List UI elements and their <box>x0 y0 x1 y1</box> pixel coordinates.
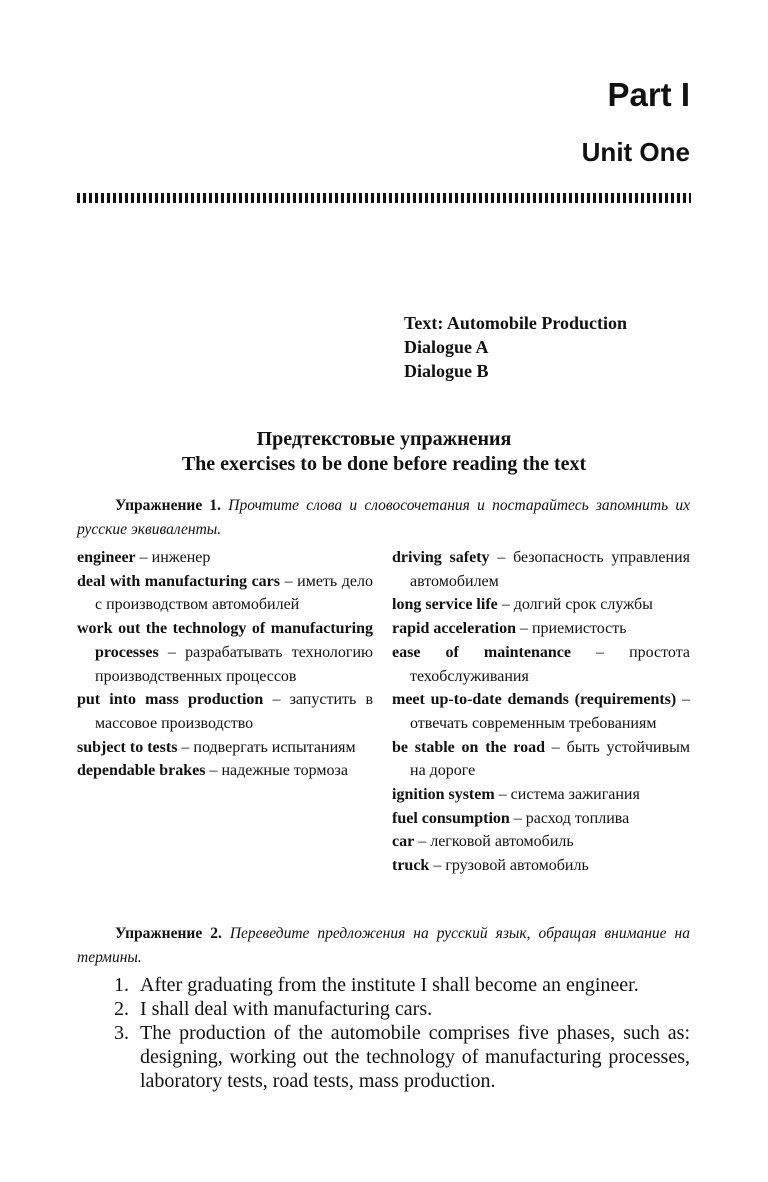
contents-item-dialogue-a: Dialogue A <box>404 337 489 357</box>
sentence-item <box>114 973 690 997</box>
vocab-item <box>392 546 690 593</box>
section-heading-en: The exercises to be done before reading the text <box>181 453 587 475</box>
vocab-term: long service life <box>392 596 498 614</box>
vocab-translation: – быть устойчивым на дороге <box>410 738 691 780</box>
vocab-translation: – система зажигания <box>494 786 640 804</box>
vocab-item <box>392 736 690 783</box>
exercise-2-text: Переведите предложения на русский язык, обращая внимание на термины. <box>77 925 690 966</box>
vocab-translation: – безопасность управления автомобилем <box>410 549 690 590</box>
vocab-translation: – надежные тормоза <box>205 762 348 780</box>
vocab-item <box>77 617 373 688</box>
vocab-item <box>77 570 373 617</box>
vocab-term: be stable on the road <box>392 738 546 756</box>
exercise-2-label: Упражнение 2. <box>115 925 222 942</box>
vocab-term: deal with manufacturing cars <box>77 572 281 590</box>
vocab-item <box>392 783 690 807</box>
exercise-1-instruction <box>77 494 690 542</box>
vocab-item <box>392 617 690 641</box>
vocab-term: ease of maintenance <box>392 643 571 661</box>
vocab-term: dependable brakes <box>77 762 206 780</box>
vocab-translation: – отвечать современным требованиям <box>410 691 690 732</box>
contents-item-text: Text: Automobile Production <box>404 313 628 333</box>
unit-contents <box>404 311 627 383</box>
vocab-term: work out the technology of manufacturing processes <box>77 620 373 661</box>
vocab-translation: – долгий срок службы <box>497 596 653 614</box>
unit-title: Unit One <box>581 137 690 167</box>
vocab-list-left <box>77 546 373 783</box>
sentence-text: I shall deal with manufacturing cars. <box>140 998 433 1020</box>
vocab-item <box>392 830 690 854</box>
decorative-rule <box>77 193 691 203</box>
vocab-term: meet up-to-date demands (requirements) <box>392 691 677 709</box>
sentence-number: 1. <box>114 974 129 996</box>
vocab-term: car <box>392 833 415 851</box>
sentence-number: 2. <box>114 998 129 1020</box>
vocab-translation: – простота техобслуживания <box>410 643 690 685</box>
vocab-item <box>77 759 373 783</box>
exercise-2-instruction <box>77 922 690 970</box>
exercise-1-label: Упражнение 1. <box>115 497 222 514</box>
sentence-item <box>114 1021 690 1093</box>
vocab-item <box>77 736 373 760</box>
vocab-translation: – инженер <box>135 549 211 566</box>
vocab-term: rapid acceleration <box>392 620 516 638</box>
vocab-item <box>392 854 690 878</box>
vocab-translation: – запустить в массовое производство <box>95 691 374 732</box>
vocab-term: engineer <box>77 549 136 566</box>
vocab-item <box>77 688 373 735</box>
sentence-item <box>114 997 690 1021</box>
vocab-item <box>392 641 690 688</box>
vocab-list-right <box>392 546 690 878</box>
vocab-item <box>392 593 690 617</box>
sentence-number: 3. <box>114 1022 129 1044</box>
sentence-text: After graduating from the institute I shall become an engineer. <box>140 974 639 996</box>
vocab-translation: – подвергать испытаниям <box>177 738 356 756</box>
vocab-term: driving safety <box>392 549 490 566</box>
vocab-term: truck <box>392 857 430 875</box>
section-heading-ru: Предтекстовые упражнения <box>256 428 512 450</box>
vocab-translation: – разрабатывать технологию производственных процессов <box>95 643 373 685</box>
vocab-term: ignition system <box>392 786 495 804</box>
vocab-translation: – иметь дело с производством автомобилей <box>95 572 374 614</box>
vocab-item <box>392 807 690 831</box>
sentence-list <box>114 973 690 1093</box>
vocab-item <box>392 688 690 735</box>
vocab-item <box>77 546 373 570</box>
vocab-translation: – приемистость <box>515 620 627 638</box>
vocab-translation: – легковой автомобиль <box>414 833 574 851</box>
vocab-translation: – расход топлива <box>509 809 630 827</box>
sentence-text: The production of the automobile comprises five phases, such as: designing, working out the technology of manufacturing processes, laboratory tests, road tests, mass production. <box>140 1022 690 1092</box>
vocab-term: fuel consumption <box>392 809 510 827</box>
vocab-translation: – грузовой автомобиль <box>429 857 589 875</box>
vocab-term: subject to tests <box>77 738 178 756</box>
exercise-1-text: Прочтите слова и словосочетания и постарайтесь запомнить их русские эквиваленты. <box>77 497 690 538</box>
vocab-term: put into mass production <box>77 691 264 709</box>
part-title: Part I <box>607 76 690 113</box>
contents-item-dialogue-b: Dialogue B <box>404 361 489 381</box>
